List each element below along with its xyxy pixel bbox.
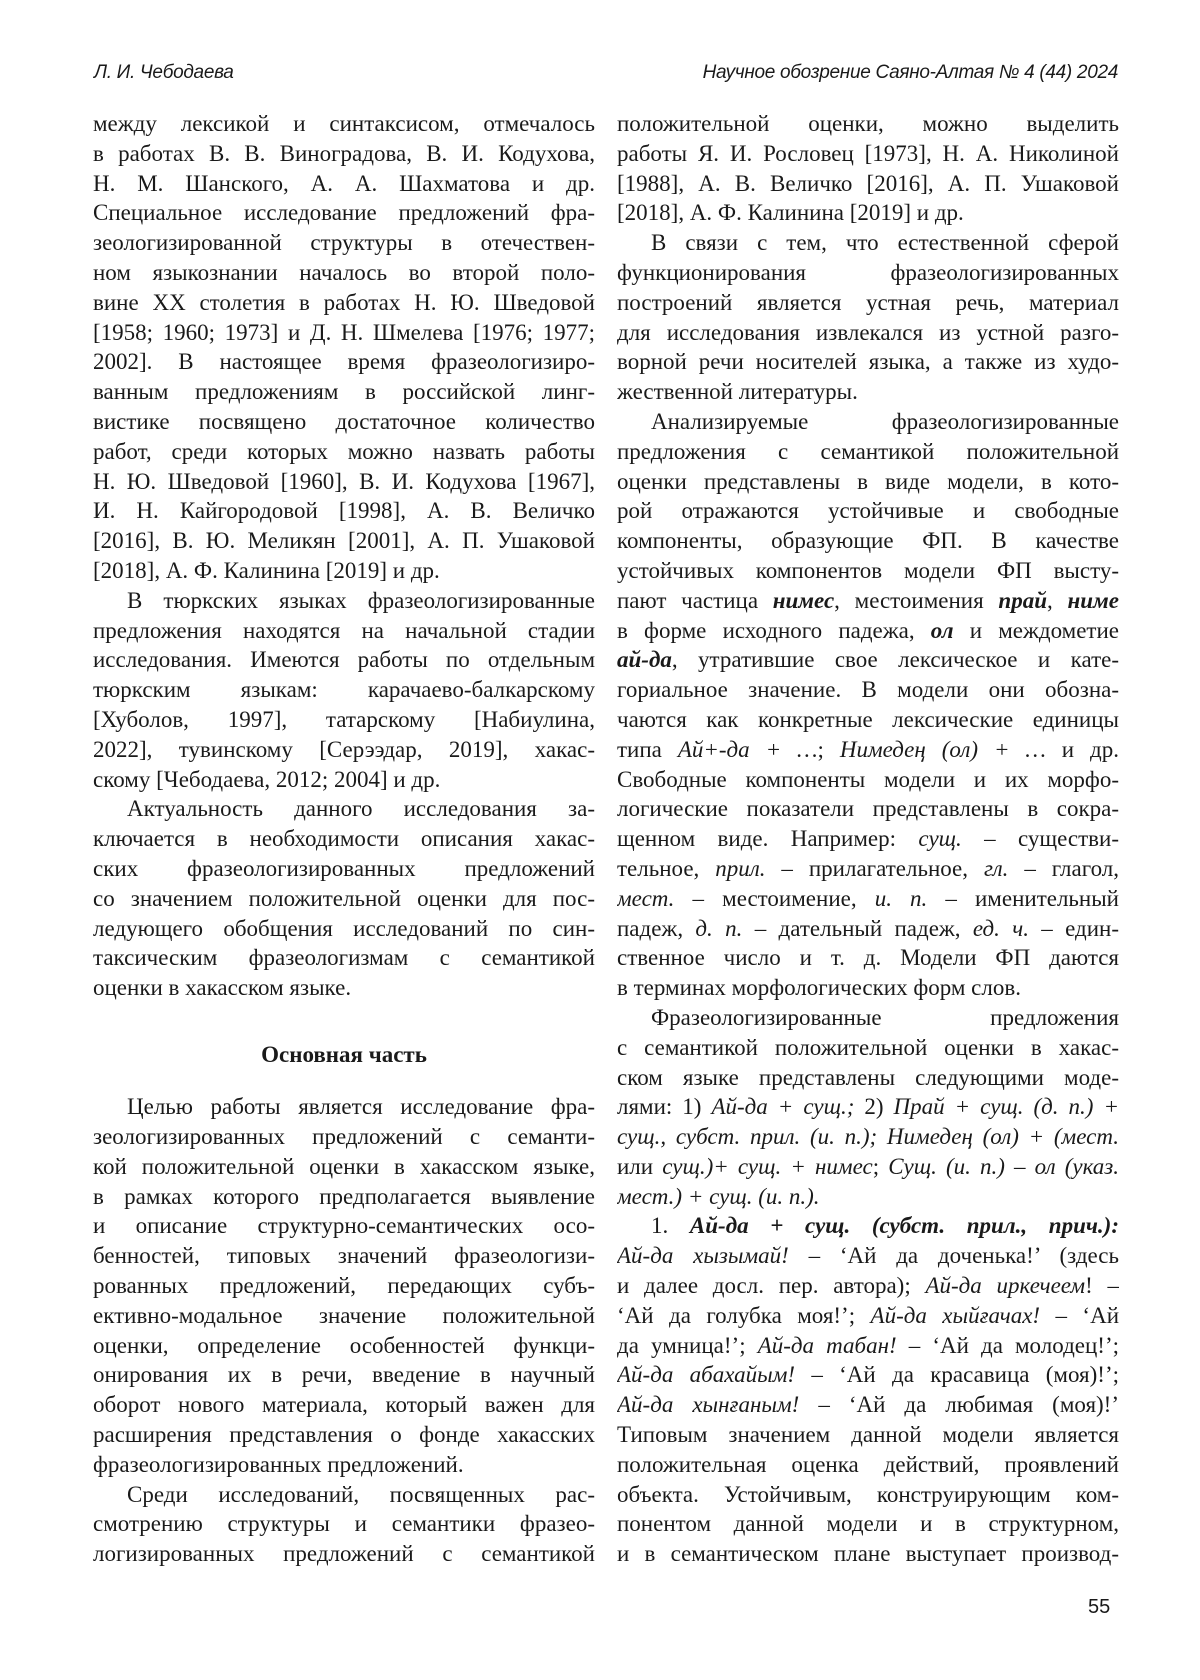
text-run: таксическим фразеологизмам с семантикой <box>93 945 595 970</box>
emphasized-term: Ай-да иркечеем <box>925 1273 1085 1298</box>
text-line <box>617 1539 1119 1569</box>
text-line <box>93 1241 595 1271</box>
text-run: ‘Ай да голубка моя!’; <box>617 1303 871 1328</box>
text-run: смотрению структуры и семантики фразео- <box>93 1511 595 1536</box>
text-line <box>93 526 595 556</box>
text-run: и описание структурно-семантических осо- <box>93 1213 595 1238</box>
text-line <box>93 1122 595 1152</box>
paragraph <box>93 586 595 795</box>
text-run: – именительный <box>927 886 1119 911</box>
text-run: В связи с тем, что естественной сферой <box>651 230 1119 255</box>
text-line <box>93 169 595 199</box>
text-run: оборот нового материала, который важен для <box>93 1392 595 1417</box>
text-line <box>617 1480 1119 1510</box>
text-run: 2022], тувинскому [Серээдар, 2019], хакас- <box>93 737 595 762</box>
text-line <box>617 377 1119 407</box>
text-run: Н. Ю. Шведовой [1960], В. И. Кодухова [1967], <box>93 469 595 494</box>
text-run: оценки, определение особенностей функци- <box>93 1333 595 1358</box>
text-line <box>617 943 1119 973</box>
right-column <box>617 109 1119 1569</box>
paragraph <box>617 228 1119 407</box>
text-run: ском языке представлены следующими моде- <box>617 1065 1119 1090</box>
text-run: и др. <box>1046 737 1119 762</box>
text-run: кой положительной оценки в хакасском языке, <box>93 1154 595 1179</box>
text-run: для исследования извлекался из устной разго- <box>617 320 1119 345</box>
text-line <box>617 1509 1119 1539</box>
text-run: , <box>1047 588 1067 613</box>
text-run: предложения находятся на начальной стадии <box>93 618 595 643</box>
emphasized-term: и. п. <box>875 886 928 911</box>
text-line <box>617 586 1119 616</box>
text-run: в работах В. В. Виноградова, В. И. Кодухова, <box>93 141 595 166</box>
text-run: исследования. Имеются работы по отдельным <box>93 647 595 672</box>
emphasized-term: Ай+-да + … <box>678 737 818 762</box>
text-run: логические показатели представлены в сокра- <box>617 796 1119 821</box>
text-line <box>617 556 1119 586</box>
text-run: [Хуболов, 1997], татарскому [Набиулина, <box>93 707 595 732</box>
text-line <box>617 437 1119 467</box>
text-run: Свободные компоненты модели и их морфо- <box>617 767 1119 792</box>
paragraph <box>617 1211 1119 1569</box>
running-header-author: Л. И. Чебодаева <box>94 62 234 84</box>
paragraph <box>93 794 595 1003</box>
text-line <box>93 914 595 944</box>
text-line <box>93 318 595 348</box>
text-line <box>617 496 1119 526</box>
text-run: и междометие <box>954 618 1119 643</box>
text-run: – един- <box>1029 916 1119 941</box>
emphasized-term: ай-да <box>617 647 672 672</box>
text-line <box>93 794 595 824</box>
text-line <box>617 109 1119 139</box>
text-line <box>93 1509 595 1539</box>
text-line <box>93 586 595 616</box>
text-run: тельное, <box>617 856 715 881</box>
text-line <box>617 1241 1119 1271</box>
text-line <box>93 1211 595 1241</box>
text-line <box>93 735 595 765</box>
text-line <box>93 1182 595 1212</box>
text-line <box>93 109 595 139</box>
text-line <box>93 1480 595 1510</box>
text-run: 2) <box>854 1094 893 1119</box>
text-run: – ‘Ай <box>1040 1303 1119 1328</box>
text-run: [1958; 1960; 1973] и Д. Н. Шмелева [1976; 1977; <box>93 320 595 345</box>
text-run: в рамках которого предполагается выявление <box>93 1184 595 1209</box>
text-line <box>617 1152 1119 1182</box>
text-run: Типовым значением данной модели является <box>617 1422 1119 1447</box>
text-run: ; <box>818 737 840 762</box>
text-line <box>617 824 1119 854</box>
text-run: – ‘Ай да любимая (моя)!’ <box>799 1392 1119 1417</box>
emphasized-term: нимес <box>773 588 834 613</box>
text-run: Среди исследований, посвященных рас- <box>127 1482 595 1507</box>
text-line <box>617 675 1119 705</box>
text-run: со значением положительной оценки для пос- <box>93 886 595 911</box>
text-run: вистике посвящено достаточное количество <box>93 409 595 434</box>
text-run: типа <box>617 737 678 762</box>
paragraph <box>93 1480 595 1569</box>
text-line <box>93 198 595 228</box>
text-line <box>93 705 595 735</box>
text-run: положительной оценки, можно выделить <box>617 111 1119 136</box>
paragraph <box>617 407 1119 1003</box>
text-run: [2018], А. Ф. Калинина [2019] и др. <box>617 200 964 225</box>
text-run: – существи- <box>962 826 1119 851</box>
text-line <box>617 1092 1119 1122</box>
text-run: И. Н. Кайгородовой [1998], А. В. Величко <box>93 498 595 523</box>
text-run: Фразеологизированные предложения <box>651 1005 1119 1030</box>
emphasized-term: ол <box>931 618 954 643</box>
text-line <box>93 1539 595 1569</box>
text-line <box>93 943 595 973</box>
text-run: Н. М. Шанского, А. А. Шахматова и др. <box>93 171 595 196</box>
paragraph <box>617 109 1119 228</box>
text-line <box>93 645 595 675</box>
text-run: жественной литературы. <box>617 379 858 404</box>
text-run: положительная оценка действий, проявлений <box>617 1452 1119 1477</box>
text-run: рой отражаются устойчивые и свободные <box>617 498 1119 523</box>
text-run: компоненты, образующие ФП. В качестве <box>617 528 1119 553</box>
text-line <box>93 228 595 258</box>
text-run: ванным предложениям в российской линг- <box>93 379 595 404</box>
emphasized-term: Ай-да хынғаным! <box>617 1392 799 1417</box>
text-run: ских фразеологизированных предложений <box>93 856 595 881</box>
text-line <box>617 1331 1119 1361</box>
text-line <box>617 318 1119 348</box>
text-line <box>93 765 595 795</box>
text-run: работы Я. И. Рословец [1973], Н. А. Николиной <box>617 141 1119 166</box>
text-line <box>93 467 595 497</box>
text-line <box>617 288 1119 318</box>
text-line <box>93 258 595 288</box>
emphasized-term: Ай-да хызымай! <box>617 1243 789 1268</box>
text-line <box>617 705 1119 735</box>
text-run: объекта. Устойчивым, конструирующим ком- <box>617 1482 1119 1507</box>
text-line <box>617 467 1119 497</box>
paragraph <box>93 109 595 586</box>
page-number: 55 <box>1088 1596 1110 1619</box>
text-run: онирования их в речи, введение в научный <box>93 1362 595 1387</box>
emphasized-term: д. п. <box>695 916 742 941</box>
text-line <box>617 407 1119 437</box>
text-run: ; <box>873 1154 889 1179</box>
text-line <box>617 1211 1119 1241</box>
text-line <box>617 1033 1119 1063</box>
text-run: , утратившие свое лексическое и кате- <box>672 647 1119 672</box>
text-line <box>617 258 1119 288</box>
text-run: Целью работы является исследование фра- <box>127 1094 595 1119</box>
text-line <box>93 675 595 705</box>
text-line <box>617 139 1119 169</box>
text-line <box>617 794 1119 824</box>
text-line <box>93 1301 595 1331</box>
text-line <box>93 1360 595 1390</box>
section-heading-block <box>93 1003 595 1092</box>
emphasized-term: сущ.)+ сущ. + нимес <box>662 1154 872 1179</box>
text-line <box>617 1003 1119 1033</box>
text-line <box>617 854 1119 884</box>
text-run: да умница!’; <box>617 1333 758 1358</box>
text-run: Актуальность данного исследования за- <box>127 796 595 821</box>
text-line <box>617 973 1119 1003</box>
text-line <box>617 765 1119 795</box>
paragraph <box>617 1003 1119 1212</box>
text-line <box>617 169 1119 199</box>
text-line <box>93 1152 595 1182</box>
text-line <box>93 854 595 884</box>
text-line <box>93 347 595 377</box>
text-run: ственное число и т. д. Модели ФП даются <box>617 945 1119 970</box>
text-run: – дательный падеж, <box>742 916 973 941</box>
text-run: , местоимения <box>834 588 998 613</box>
text-run: рованных предложений, передающих субъ- <box>93 1273 595 1298</box>
text-run: и в семантическом плане выступает производ- <box>617 1541 1119 1566</box>
running-header-journal: Научное обозрение Саяно-Алтая № 4 (44) 2024 <box>703 62 1118 84</box>
text-run: ном языкознании началось во второй поло- <box>93 260 595 285</box>
text-line <box>617 1420 1119 1450</box>
text-line <box>93 556 595 586</box>
text-line <box>617 735 1119 765</box>
text-run: – прилагательное, <box>766 856 984 881</box>
emphasized-term: прил. <box>715 856 765 881</box>
text-run: оценки в хакасском языке. <box>93 975 351 1000</box>
text-line <box>617 1390 1119 1420</box>
text-line <box>617 1301 1119 1331</box>
text-run: понентом данной модели и в структурном, <box>617 1511 1119 1536</box>
text-line <box>617 1122 1119 1152</box>
text-run: – ‘Ай да доченька!’ (здесь <box>789 1243 1119 1268</box>
emphasized-term: гл. <box>984 856 1008 881</box>
emphasized-term: ед. ч. <box>973 916 1029 941</box>
emphasized-term: Ай-да + сущ.; <box>711 1094 854 1119</box>
text-line <box>93 407 595 437</box>
emphasized-term: прай <box>998 588 1047 613</box>
text-line <box>617 228 1119 258</box>
text-run: функционирования фразеологизированных <box>617 260 1119 285</box>
text-line <box>93 1390 595 1420</box>
text-line <box>617 1271 1119 1301</box>
text-line <box>93 288 595 318</box>
emphasized-term: Ай-да абахайым! <box>617 1362 795 1387</box>
text-run: и далее досл. пер. автора); <box>617 1273 925 1298</box>
text-run: Анализируемые фразеологизированные <box>651 409 1119 434</box>
text-run: предложения с семантикой положительной <box>617 439 1119 464</box>
text-run: оценки представлены в виде модели, в кото- <box>617 469 1119 494</box>
text-line <box>617 347 1119 377</box>
text-run: гориальное значение. В модели они обозна- <box>617 677 1119 702</box>
text-line <box>93 139 595 169</box>
text-run: [2018], А. Ф. Калинина [2019] и др. <box>93 558 440 583</box>
emphasized-term: Сущ. (и. п.) – ол (указ. <box>888 1154 1119 1179</box>
text-line <box>617 1450 1119 1480</box>
text-run: – ‘Ай да молодец!’; <box>897 1333 1119 1358</box>
text-run: ективно-модальное значение положительной <box>93 1303 595 1328</box>
text-line <box>617 884 1119 914</box>
text-run: работ, среди которых можно назвать работы <box>93 439 595 464</box>
text-line <box>617 645 1119 675</box>
section-heading: Основная часть <box>93 1040 595 1070</box>
text-run: зеологизированных предложений с семанти- <box>93 1124 595 1149</box>
text-run: фразеологизированных предложений. <box>93 1452 464 1477</box>
text-run: – местоимение, <box>674 886 874 911</box>
text-line <box>93 437 595 467</box>
text-run: Специальное исследование предложений фра- <box>93 200 595 225</box>
text-run: устойчивых компонентов модели ФП высту- <box>617 558 1119 583</box>
emphasized-term: ниме <box>1067 588 1119 613</box>
emphasized-term: сущ. <box>918 826 961 851</box>
text-run: ворной речи носителей языка, а также из худо- <box>617 349 1119 374</box>
text-run: или <box>617 1154 662 1179</box>
text-run: В тюркских языках фразеологизированные <box>127 588 595 613</box>
text-line <box>93 1331 595 1361</box>
emphasized-term: Ай-да табан! <box>758 1333 897 1358</box>
text-run: ледующего обобщения исследований по син- <box>93 916 595 941</box>
text-line <box>617 198 1119 228</box>
text-run: [1988], А. В. Величко [2016], А. П. Ушаковой <box>617 171 1119 196</box>
text-line <box>93 884 595 914</box>
text-run: – глагол, <box>1008 856 1119 881</box>
text-line <box>93 616 595 646</box>
text-line <box>617 1063 1119 1093</box>
emphasized-term: мест. <box>617 886 674 911</box>
text-run: ключается в необходимости описания хакас- <box>93 826 595 851</box>
text-run: зеологизированной структуры в отечествен- <box>93 230 595 255</box>
text-run: [2016], В. Ю. Меликян [2001], А. П. Ушаковой <box>93 528 595 553</box>
text-line <box>617 1182 1119 1212</box>
text-line <box>93 824 595 854</box>
emphasized-term: Ай-да + сущ. (субст. прил., прич.): <box>690 1213 1119 1238</box>
text-run: щенном виде. Например: <box>617 826 918 851</box>
text-line <box>617 616 1119 646</box>
text-run: – ‘Ай да красавица (моя)!’; <box>795 1362 1119 1387</box>
text-run: бенностей, типовых значений фразеологизи- <box>93 1243 595 1268</box>
text-line <box>617 914 1119 944</box>
emphasized-term: Прай + сущ. (д. п.) + <box>894 1094 1119 1119</box>
text-run: вине XX столетия в работах Н. Ю. Шведовой <box>93 290 595 315</box>
paragraph <box>93 1092 595 1479</box>
emphasized-term: Нимедең (ол) + … <box>840 737 1046 762</box>
text-run: пают частица <box>617 588 773 613</box>
text-line <box>617 526 1119 556</box>
left-column <box>93 109 595 1569</box>
text-run: лями: 1) <box>617 1094 711 1119</box>
text-run: чаются как конкретные лексические единицы <box>617 707 1119 732</box>
text-run: ! – <box>1085 1273 1119 1298</box>
text-run: логизированных предложений с семантикой <box>93 1541 595 1566</box>
text-run: тюркским языкам: карачаево-балкарскому <box>93 677 595 702</box>
text-line <box>93 973 595 1003</box>
text-run: в форме исходного падежа, <box>617 618 931 643</box>
text-line <box>617 1360 1119 1390</box>
text-line <box>93 377 595 407</box>
emphasized-term: сущ., субст. прил. (и. п.); Нимедең (ол) + (мест. <box>617 1124 1119 1149</box>
text-run: падеж, <box>617 916 695 941</box>
text-line <box>93 1271 595 1301</box>
text-run: между лексикой и синтаксисом, отмечалось <box>93 111 595 136</box>
text-line <box>93 1420 595 1450</box>
text-run: построений является устная речь, материал <box>617 290 1119 315</box>
emphasized-term: мест.) + сущ. (и. п.). <box>617 1184 820 1209</box>
emphasized-term: Ай-да хыйғачах! <box>871 1303 1041 1328</box>
text-line <box>93 1092 595 1122</box>
text-line <box>93 1450 595 1480</box>
text-line <box>93 496 595 526</box>
text-run: расширения представления о фонде хакасских <box>93 1422 595 1447</box>
text-run: в терминах морфологических форм слов. <box>617 975 1021 1000</box>
text-run: скому [Чебодаева, 2012; 2004] и др. <box>93 767 440 792</box>
text-run: с семантикой положительной оценки в хакас- <box>617 1035 1119 1060</box>
text-run: 1. <box>651 1213 690 1238</box>
text-run: 2002]. В настоящее время фразеологизиро- <box>93 349 595 374</box>
